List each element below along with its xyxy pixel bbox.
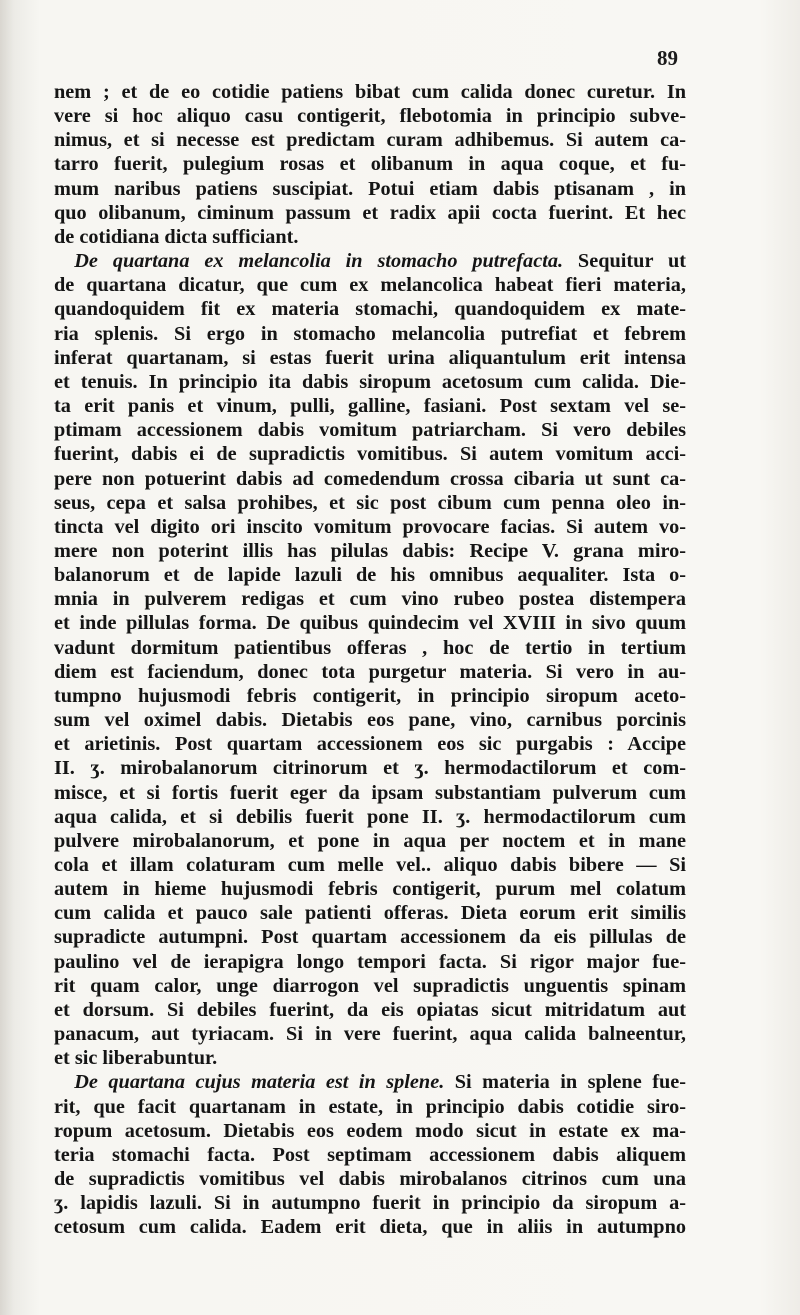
line-text: aqua calida, et si debilis fuerit pone II. ʒ. hermodactilorum cum: [54, 805, 686, 828]
text-line: [54, 177, 686, 201]
body-text: [54, 80, 686, 1240]
text-line: [54, 80, 686, 104]
line-text: et dorsum. Si debiles fuerint, da eis opiatas sicut mitridatum aut: [54, 998, 686, 1021]
line-text: et tenuis. In principio ita dabis siropum acetosum cum calida. Die-: [54, 370, 686, 393]
text-line: [54, 297, 686, 321]
text-line: [54, 974, 686, 998]
line-text: mnia in pulverem redigas et cum vino rubeo postea distempera: [54, 588, 686, 611]
text-line: [54, 611, 686, 635]
text-line: [54, 684, 686, 708]
text-line: [54, 370, 686, 394]
page-number: 89: [657, 46, 678, 70]
line-text: mum naribus patiens suscipiat. Potui etiam dabis ptisanam , in: [54, 177, 686, 200]
text-line: [54, 1022, 686, 1046]
line-text: cum calida et pauco sale patienti offeras. Dieta eorum erit similis: [54, 902, 686, 925]
line-text: pulvere mirobalanorum, et pone in aqua per noctem et in mane: [54, 829, 686, 852]
line-text: et arietinis. Post quartam accessionem eos sic purgabis : Accipe: [54, 733, 686, 756]
line-text: misce, et si fortis fuerit eger da ipsam substantiam pulverum cum: [54, 781, 686, 804]
section-heading: De quartana ex melancolia in stomacho putrefacta.: [74, 250, 564, 273]
text-line: [54, 1167, 686, 1191]
text-line: [54, 104, 686, 128]
text-line: [54, 732, 686, 756]
line-text: inferat quartanam, si estas fuerit urina aliquantulum erit intensa: [54, 346, 686, 369]
text-line: [54, 1119, 686, 1143]
text-line: [54, 515, 686, 539]
text-line: [54, 901, 686, 925]
indent: [54, 250, 74, 272]
text-line: [54, 394, 686, 418]
text-line: [54, 853, 686, 877]
line-text: balanorum et de lapide lazuli de his omnibus aequaliter. Ista o-: [54, 564, 686, 587]
line-text: ʒ. lapidis lazuli. Si in autumpno fuerit in principio da siropum a-: [54, 1192, 686, 1215]
text-line: [54, 998, 686, 1022]
text-line: [54, 128, 686, 152]
text-line: [54, 418, 686, 442]
line-text: cetosum cum calida. Eadem erit dieta, que in aliis in autumpno: [54, 1216, 686, 1239]
line-text: seus, cepa et salsa prohibes, et sic post cibum cum penna oleo in-: [54, 491, 686, 514]
section-heading: De quartana cujus materia est in splene.: [74, 1071, 445, 1094]
text-line: [54, 950, 686, 974]
line-text: et sic liberabuntur.: [54, 1047, 218, 1070]
line-text: et inde pillulas forma. De quibus quindecim vel XVIII in sivo quum: [54, 612, 686, 635]
text-line: [54, 1070, 686, 1094]
text-line: [54, 491, 686, 515]
line-text: de quartana dicatur, que cum ex melancolica habeat fieri materia,: [54, 274, 686, 297]
line-text: panacum, aut tyriacam. Si in vere fuerint, aqua calida balneentur,: [54, 1023, 686, 1046]
text-line: [54, 201, 686, 225]
text-line: [54, 1095, 686, 1119]
text-line: [54, 660, 686, 684]
line-text: de cotidiana dicta sufficiant.: [54, 225, 299, 248]
text-line: [54, 805, 686, 829]
line-text: cola et illam colaturam cum melle vel.. aliquo dabis bibere — Si: [54, 854, 686, 876]
line-text: supradicte autumpni. Post quartam accessionem da eis pillulas de: [54, 926, 686, 949]
line-text: vadunt dormitum patientibus offeras , hoc de tertio in tertium: [54, 636, 686, 659]
line-text: rit quam calor, unge diarrogon vel supradictis unguentis spinam: [54, 974, 686, 997]
text-line: [54, 636, 686, 660]
text-line: [54, 273, 686, 297]
line-text: quo olibanum, ciminum passum et radix apii cocta fuerint. Et hec: [54, 201, 686, 224]
text-line: [54, 781, 686, 805]
line-text: vere si hoc aliquo casu contigerit, flebotomia in principio subve-: [54, 105, 686, 128]
text-line: [54, 756, 686, 780]
line-text: autem in hieme hujusmodi febris contigerit, purum mel colatum: [54, 878, 686, 901]
line-text: teria stomachi facta. Post septimam accessionem dabis aliquem: [54, 1143, 686, 1166]
text-line: [54, 225, 686, 249]
indent: [54, 1071, 74, 1093]
line-text: tarro fuerit, pulegium rosas et olibanum in aqua coque, et fu-: [54, 153, 686, 176]
text-line: [54, 346, 686, 370]
line-text: fuerint, dabis ei de supradictis vomitibus. Si autem vomitum acci-: [54, 443, 686, 466]
line-text: de supradictis vomitibus vel dabis mirobalanos citrinos cum una: [54, 1168, 686, 1191]
line-text: ria splenis. Si ergo in stomacho melancolia putrefiat et febrem: [54, 322, 686, 345]
text-line: [54, 1046, 686, 1070]
line-text: tumpno hujusmodi febris contigerit, in principio siropum aceto-: [54, 684, 686, 707]
line-text: ropum acetosum. Dietabis eos eodem modo sicut in estate ex ma-: [54, 1119, 686, 1142]
line-text: Sequitur ut: [563, 250, 686, 273]
line-text: paulino vel de ierapigra longo tempori facta. Si rigor major fue-: [54, 950, 686, 973]
text-line: [54, 563, 686, 587]
line-text: pere non potuerint dabis ad comedendum crossa cibaria ut sunt ca-: [54, 467, 686, 490]
line-text: II. ʒ. mirobalanorum citrinorum et ʒ. hermodactilorum et com-: [54, 757, 686, 780]
line-text: ptimam accessionem dabis vomitum patriarcham. Si vero debiles: [54, 419, 686, 442]
line-text: Si materia in splene fue-: [444, 1071, 686, 1094]
line-text: tincta vel digito ori inscito vomitum provocare facias. Si autem vo-: [54, 515, 686, 538]
text-line: [54, 442, 686, 466]
line-text: nem ; et de eo cotidie patiens bibat cum calida donec curetur. In: [54, 81, 686, 103]
text-line: [54, 925, 686, 949]
line-text: ta erit panis et vinum, pulli, galline, fasiani. Post sextam vel se-: [54, 395, 686, 418]
line-text: diem est faciendum, donec tota purgetur materia. Si vero in au-: [54, 660, 686, 683]
text-line: [54, 829, 686, 853]
line-text: sum vel oximel dabis. Dietabis eos pane, vino, carnibus porcinis: [54, 709, 686, 732]
text-line: [54, 539, 686, 563]
text-line: [54, 152, 686, 176]
text-line: [54, 1191, 686, 1215]
text-line: [54, 249, 686, 273]
text-line: [54, 467, 686, 491]
line-text: rit, que facit quartanam in estate, in principio dabis cotidie siro-: [54, 1095, 686, 1118]
text-line: [54, 708, 686, 732]
text-line: [54, 1143, 686, 1167]
line-text: mere non poterint illis has pilulas dabis: Recipe V. grana miro-: [54, 539, 686, 562]
text-line: [54, 587, 686, 611]
text-line: [54, 1215, 686, 1239]
text-line: [54, 877, 686, 901]
text-line: [54, 322, 686, 346]
line-text: quandoquidem fit ex materia stomachi, quandoquidem ex mate-: [54, 298, 686, 321]
line-text: nimus, et si necesse est predictam curam adhibemus. Si autem ca-: [54, 129, 686, 152]
